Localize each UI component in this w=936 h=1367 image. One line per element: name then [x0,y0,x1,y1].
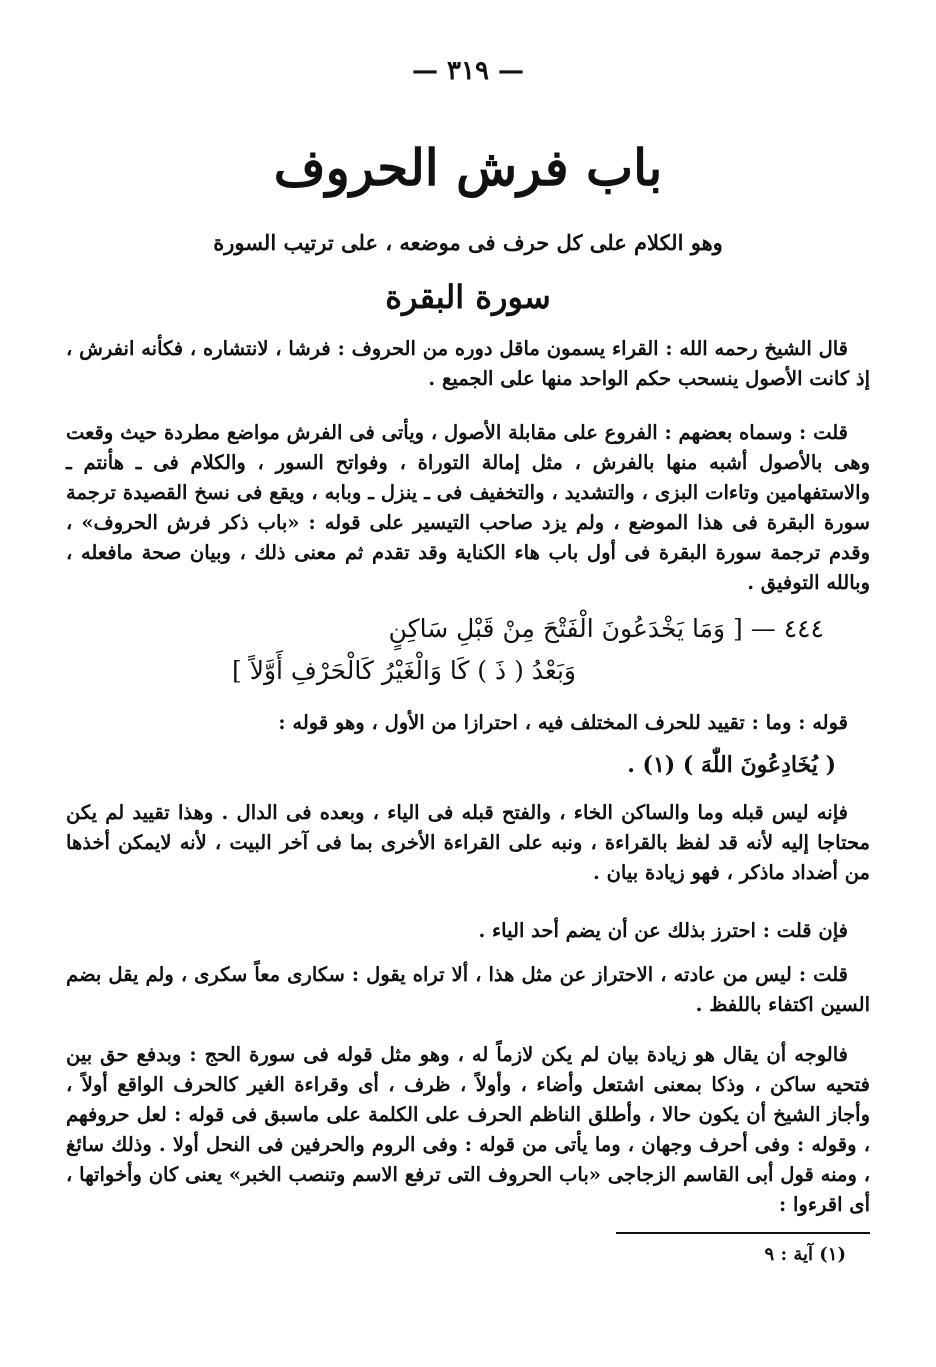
footnote-divider [616,1232,870,1234]
paragraph-note [66,418,870,598]
verse-line-1: ٤٤٤ — [ وَمَا يَخْدَعُونَ الْفَتْحَ مِنْ قَبْلِ سَاكِنٍ [388,614,824,643]
paragraph-question [66,916,870,946]
surah-title: سورة البقرة [385,278,551,316]
quran-quote: ( يُخَادِعُونَ اللّٰهَ ) (١) . [627,752,836,778]
paragraph-answer-text: قلت : ليس من عادته ، الاحتراز عن مثل هذا ، ألا تراه يقول : سكارى معاً سكرى ، ولم يقل بضم السين اكتفاء باللفظ . [66,963,870,1016]
paragraph-explanation-text: فإنه ليس قبله وما والساكن الخاء ، والفتح قبله فى الياء ، وبعده فى الدال . وهذا تقييد لم يكن محتاجا إليه لأنه قد لفظ بالقراءة ، ونبه على القراءة الأخرى بما فى آخر البيت ، لأنه لايمكن أخذها من أضداد ماذكر ، فهو زيادة بيان . [66,801,870,884]
footnote: (١) آية : ٩ [764,1244,846,1265]
paragraph-intro-text: قال الشيخ رحمه الله : القراء يسمون ماقل دوره من الحروف : فرشا ، لانتشاره ، فكأنه انفرش ، إذ كانت الأصول ينسحب حكم الواحد منها على الجميع . [66,337,870,390]
paragraph-intro [66,334,870,394]
chapter-subtitle: وهو الكلام على كل حرف فى موضعه ، على ترتيب السورة [213,230,723,255]
paragraph-note-text: قلت : وسماه بعضهم : الفروع على مقابلة الأصول ، ويأتى فى الفرش مواضع مطردة حيث وقعت وهى بالأصول أشبه منها بالفرش ، مثل إمالة التوراة ، وفواتح السور ، والكلام فى ـ هأنتم ـ والاستفهامين وتاءات البزى ، والتشديد ، والتخفيف فى ـ ينزل ـ وبابه ، ويقع فى نسخ القصيدة ترجمة سورة البقرة فى هذا الموضع ، ولم يزد صاحب التيسير على قوله : «باب ذكر فرش الحروف» ، وقدم ترجمة سورة البقرة فى أول باب هاء الكناية وقد تقدم ثم معنى ذلك ، وبيان صحة مافعله ، وبالله التوفيق . [66,421,870,594]
paragraph-answer [66,960,870,1020]
paragraph-explanation [66,798,870,888]
paragraph-conclusion-text: فالوجه أن يقال هو زيادة بيان لم يكن لازماً له ، وهو مثل قوله فى سورة الحج : وبدفع حق بين فتحيه ساكن ، وذكا بمعنى اشتعل وأضاء ، وأولاً ، ظرف ، أى وقراءة الغير كالحرف الواقع أولاً ، وأجاز الشيخ أن يكون حالا ، وأطلق الناظم الحرف على الكلمة على ماسبق فى قوله : لعل حروفهم ، وقوله : وفى أحرف وجهان ، وما يأتى من قوله : وفى الروم والحرفين فى النحل أولا . وذلك سائغ ، ومنه قول أبى القاسم الزجاجى «باب الحروف التى ترفع الاسم وتنصب الخبر» يعنى كان وأخواتها ، أى اقرءوا : [66,1043,870,1216]
paragraph-commentary-text: قوله : وما : تقييد للحرف المختلف فيه ، احترازا من الأول ، وهو قوله : [278,711,848,734]
page-number: — ٣١٩ — [411,56,525,86]
paragraph-commentary [66,708,870,738]
paragraph-conclusion [66,1040,870,1220]
paragraph-question-text: فإن قلت : احترز بذلك عن أن يضم أحد الياء . [478,919,848,942]
verse-line-2: وَبَعْدُ ( ذَ ) كَا وَالْغَيْرُ كَالْحَرْفِ أَوَّلاً ] [232,656,576,685]
chapter-title: باب فرش الحروف [273,138,663,197]
